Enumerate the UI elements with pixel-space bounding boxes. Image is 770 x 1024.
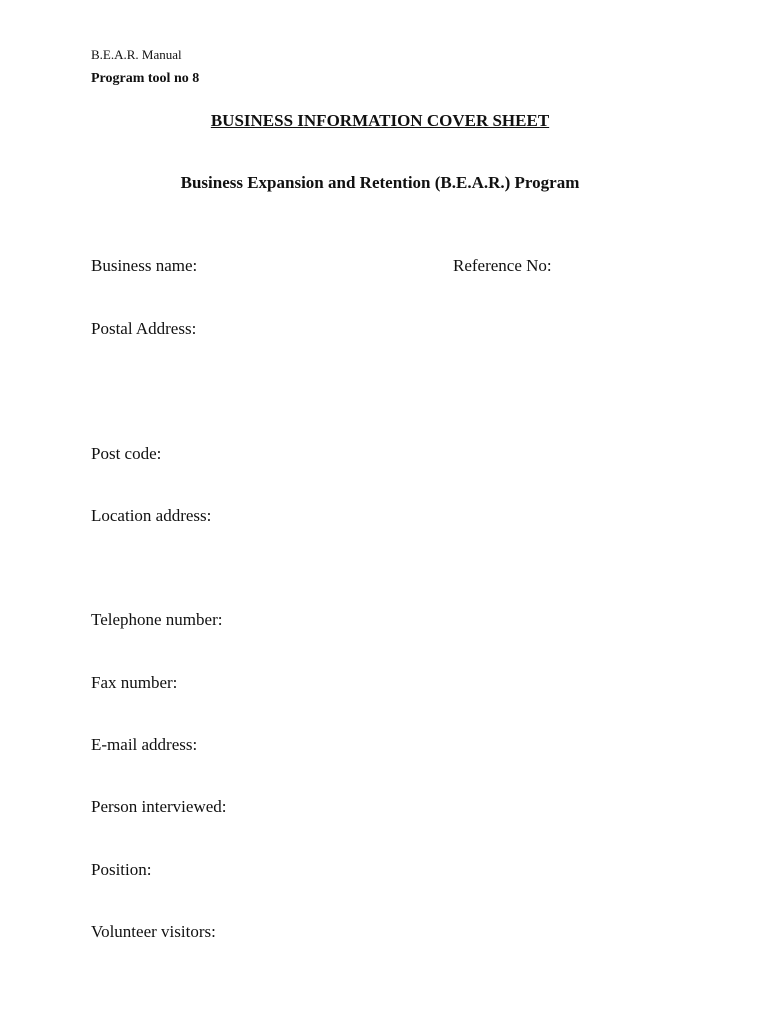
person-interviewed-label: Person interviewed:	[91, 797, 227, 816]
document-title: BUSINESS INFORMATION COVER SHEET	[210, 111, 550, 130]
location-address-label: Location address:	[91, 506, 212, 525]
post-code-label: Post code:	[91, 444, 162, 463]
telephone-number-label: Telephone number:	[91, 610, 223, 629]
program-tool-label: Program tool no 8	[91, 71, 200, 86]
email-address-label: E-mail address:	[91, 735, 198, 754]
document-subtitle: Business Expansion and Retention (B.E.A.R.) Program	[180, 173, 580, 192]
fax-number-label: Fax number:	[91, 673, 178, 692]
postal-address-label: Postal Address:	[91, 319, 197, 338]
position-label: Position:	[91, 860, 152, 879]
volunteer-visitors-label: Volunteer visitors:	[91, 922, 216, 941]
reference-no-label: Reference No:	[453, 256, 552, 275]
business-name-label: Business name:	[91, 256, 198, 275]
manual-header: B.E.A.R. Manual	[91, 47, 182, 62]
